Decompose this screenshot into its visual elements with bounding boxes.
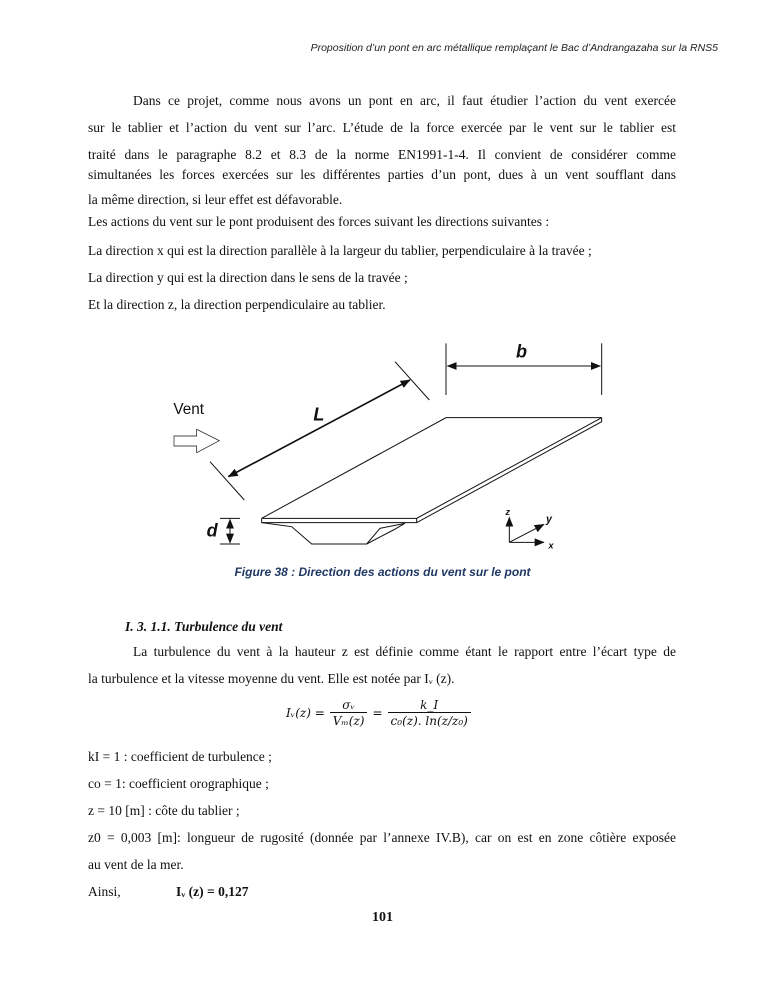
paragraph-line: simultanées les forces exercées sur les différentes parties d’un pont, dues à un vent soufflant dans — [88, 167, 676, 182]
paragraph-line: La direction x qui est la direction parallèle à la largeur du tablier, perpendiculaire à la travée ; — [88, 243, 592, 258]
paragraph-line: Et la direction z, la direction perpendiculaire au tablier. — [88, 297, 386, 312]
formula-lhs: Iᵥ(z) = — [286, 706, 325, 720]
y-axis-label: y — [546, 513, 552, 526]
b-label: b — [516, 341, 527, 362]
wind-arrow-icon — [174, 429, 219, 452]
bridge-deck-figure — [160, 330, 610, 560]
paragraph-line: Les actions du vent sur le pont produisent des forces suivant les directions suivantes : — [88, 214, 550, 229]
formula-eq: = — [372, 706, 383, 720]
result-value: Iᵥ (z) = 0,127 — [176, 884, 249, 899]
girder — [262, 523, 405, 544]
definition-line: co = 1: coefficient orographique ; — [88, 776, 269, 791]
L-label: L — [313, 404, 325, 425]
paragraph-line: traité dans le paragraphe 8.2 et 8.3 de la norme EN1991-1-4. Il convient de considérer comme — [88, 147, 676, 162]
definition-line: kI = 1 : coefficient de turbulence ; — [88, 749, 272, 764]
paragraph-line: la turbulence et la vitesse moyenne du vent. Elle est notée par Iᵥ (z). — [88, 671, 455, 686]
z-axis-label: z — [505, 507, 511, 517]
d-label: d — [206, 520, 218, 541]
length-dimension — [228, 380, 410, 477]
paragraph-line: la même direction, si leur effet est défavorable. — [88, 192, 343, 207]
result-label: Ainsi, — [88, 884, 121, 899]
figure-caption: Figure 38 : Direction des actions du vent sur le pont — [234, 565, 531, 579]
definition-line: z0 = 0,003 [m]: longueur de rugosité (donnée par l’annexe IV.B), car on est en zone côtière exposée — [88, 830, 676, 845]
definition-line: au vent de la mer. — [88, 857, 184, 872]
paragraph-line: La turbulence du vent à la hauteur z est définie comme étant le rapport entre l’écart type de — [133, 644, 676, 659]
formula-den2: c₀(z). ln(z/z₀) — [388, 712, 471, 728]
x-axis-label: x — [548, 540, 554, 551]
formula-num1: σᵥ — [342, 698, 355, 712]
formula-num2: k_I — [420, 698, 439, 712]
formula-den1: Vₘ(z) — [330, 712, 368, 728]
turbulence-formula — [286, 698, 471, 728]
paragraph-line: La direction y qui est la direction dans le sens de la travée ; — [88, 270, 408, 285]
paragraph-line: Dans ce projet, comme nous avons un pont en arc, il faut étudier l’action du vent exercée — [133, 93, 676, 108]
vent-label: Vent — [173, 401, 205, 418]
definition-line: z = 10 [m] : côte du tablier ; — [88, 803, 240, 818]
deck-top — [262, 418, 602, 519]
running-header: Proposition d’un pont en arc métallique remplaçant le Bac d’Andrangazaha sur la RNS5 — [310, 42, 718, 54]
paragraph-line: sur le tablier et l’action du vent sur l’arc. L’étude de la force exercée par le vent sur le tablier est — [88, 120, 676, 135]
page-number: 101 — [372, 910, 393, 925]
section-heading: I. 3. 1.1. Turbulence du vent — [125, 619, 283, 634]
